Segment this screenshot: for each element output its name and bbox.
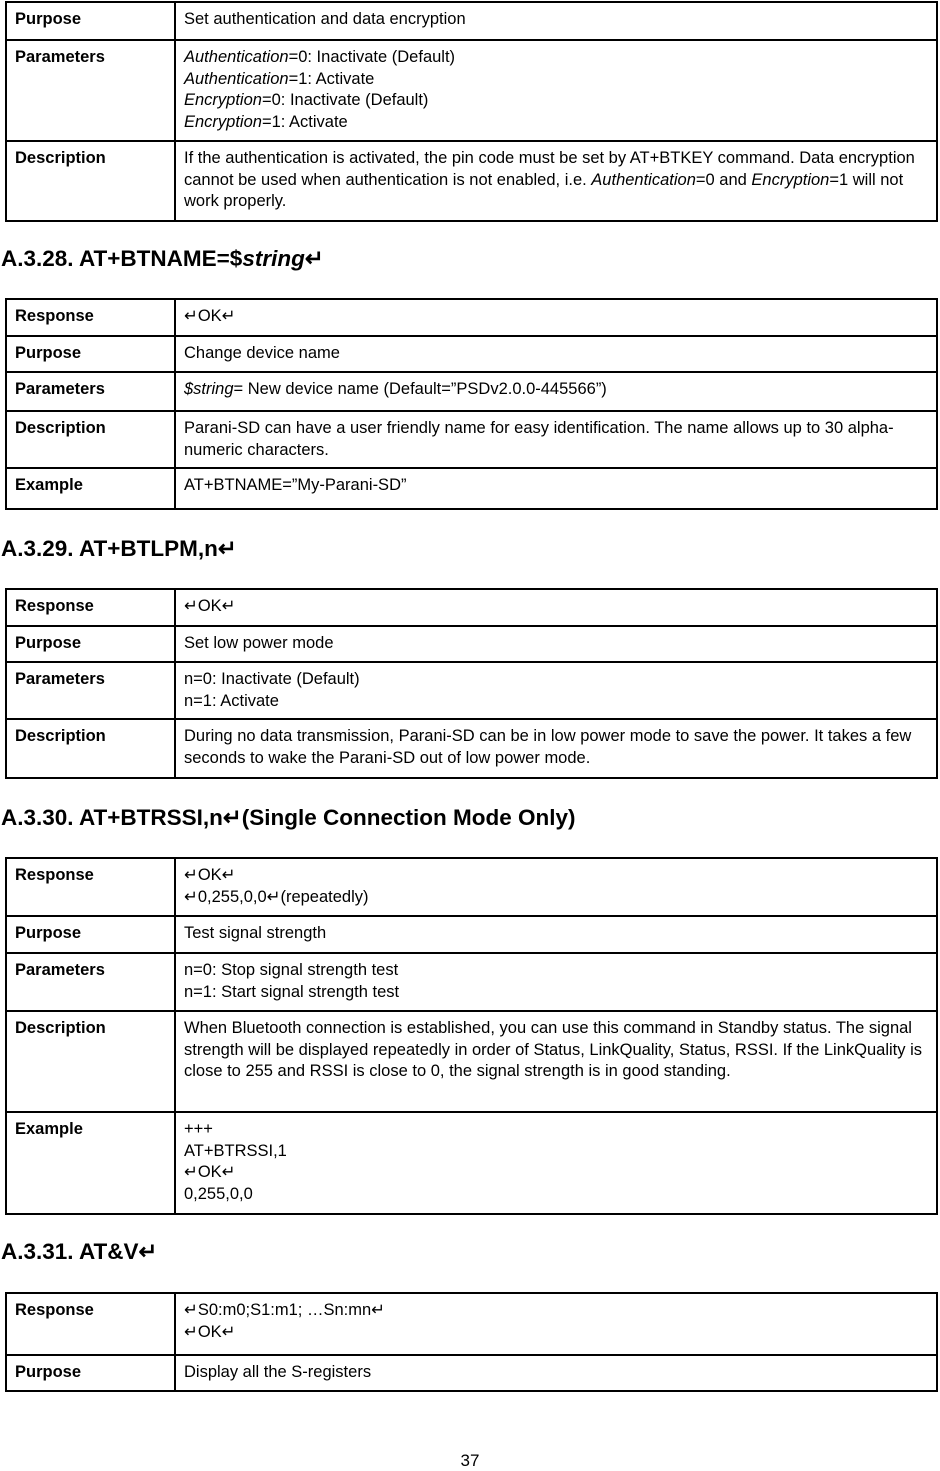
table-row xyxy=(6,2,937,40)
section-heading-btlpm: A.3.29. AT+BTLPM,n↵ xyxy=(1,536,237,561)
section-heading-atv: A.3.31. AT&V↵ xyxy=(1,1239,158,1264)
spec-table-atv xyxy=(5,1292,938,1392)
table-row xyxy=(6,1011,937,1112)
spec-table-btname xyxy=(5,298,938,510)
table-row xyxy=(6,662,937,719)
row-key: Description xyxy=(6,719,175,778)
row-value: If the authentication is activated, the pin code must be set by AT+BTKEY command. Data encryption cannot be used when authentication is not enabled, i.e. Authentication=0 and Encryption=1 will not work properly. xyxy=(175,141,937,221)
table-row xyxy=(6,336,937,372)
row-value: Set authentication and data encryption xyxy=(175,2,937,40)
row-key: Purpose xyxy=(6,336,175,372)
row-value: Change device name xyxy=(175,336,937,372)
row-key: Example xyxy=(6,1112,175,1214)
row-key: Description xyxy=(6,141,175,221)
row-value: $string= New device name (Default=”PSDv2.0.0-445566”) xyxy=(175,372,937,411)
row-value: ↵S0:m0;S1:m1; …Sn:mn↵ ↵OK↵ xyxy=(175,1293,937,1355)
table-row xyxy=(6,589,937,626)
table-row xyxy=(6,299,937,336)
table-row xyxy=(6,1293,937,1355)
row-value: n=0: Stop signal strength test n=1: Start signal strength test xyxy=(175,953,937,1011)
table-row xyxy=(6,1355,937,1391)
row-value: ↵OK↵ xyxy=(175,299,937,336)
row-key: Response xyxy=(6,1293,175,1355)
row-key: Example xyxy=(6,468,175,509)
table-row xyxy=(6,411,937,468)
row-key: Response xyxy=(6,589,175,626)
spec-table-btrssi xyxy=(5,857,938,1215)
row-key: Purpose xyxy=(6,626,175,662)
row-key: Purpose xyxy=(6,1355,175,1391)
row-value: ↵OK↵ xyxy=(175,589,937,626)
row-key: Purpose xyxy=(6,916,175,953)
row-value: Test signal strength xyxy=(175,916,937,953)
table-row xyxy=(6,953,937,1011)
section-heading-btname: A.3.28. AT+BTNAME=$string↵ xyxy=(1,246,324,271)
row-value: AT+BTNAME=”My-Parani-SD” xyxy=(175,468,937,509)
table-row xyxy=(6,719,937,778)
row-value: Display all the S-registers xyxy=(175,1355,937,1391)
page-number: 37 xyxy=(460,1451,480,1470)
table-row xyxy=(6,40,937,141)
spec-table-btlpm xyxy=(5,588,938,779)
table-row xyxy=(6,372,937,411)
row-key: Purpose xyxy=(6,2,175,40)
row-value: +++ AT+BTRSSI,1 ↵OK↵ 0,255,0,0 xyxy=(175,1112,937,1214)
row-value: When Bluetooth connection is established, you can use this command in Standby status. The signal strength will be displayed repeatedly in order of Status, LinkQuality, Status, RSSI. If the LinkQuality is close to 255 and RSSI is close to 0, the signal strength is in good standing. xyxy=(175,1011,937,1112)
row-key: Parameters xyxy=(6,662,175,719)
table-row xyxy=(6,626,937,662)
row-key: Parameters xyxy=(6,372,175,411)
row-key: Response xyxy=(6,299,175,336)
row-value: During no data transmission, Parani-SD can be in low power mode to save the power. It takes a few seconds to wake the Parani-SD out of low power mode. xyxy=(175,719,937,778)
row-value: ↵OK↵ ↵0,255,0,0↵(repeatedly) xyxy=(175,858,937,916)
table-row xyxy=(6,468,937,509)
table-row xyxy=(6,858,937,916)
row-value: Parani-SD can have a user friendly name for easy identification. The name allows up to 30 alpha-numeric characters. xyxy=(175,411,937,468)
row-key: Parameters xyxy=(6,953,175,1011)
row-value: Authentication=0: Inactivate (Default) Authentication=1: Activate Encryption=0: Inactivate (Default) Encryption=1: Activate xyxy=(175,40,937,141)
row-value: Set low power mode xyxy=(175,626,937,662)
row-key: Description xyxy=(6,411,175,468)
row-value: n=0: Inactivate (Default) n=1: Activate xyxy=(175,662,937,719)
spec-table-encryption xyxy=(5,1,938,222)
section-heading-btrssi: A.3.30. AT+BTRSSI,n↵(Single Connection Mode Only) xyxy=(1,805,576,830)
row-key: Parameters xyxy=(6,40,175,141)
table-row xyxy=(6,1112,937,1214)
row-key: Response xyxy=(6,858,175,916)
table-row xyxy=(6,916,937,953)
table-row xyxy=(6,141,937,221)
row-key: Description xyxy=(6,1011,175,1112)
